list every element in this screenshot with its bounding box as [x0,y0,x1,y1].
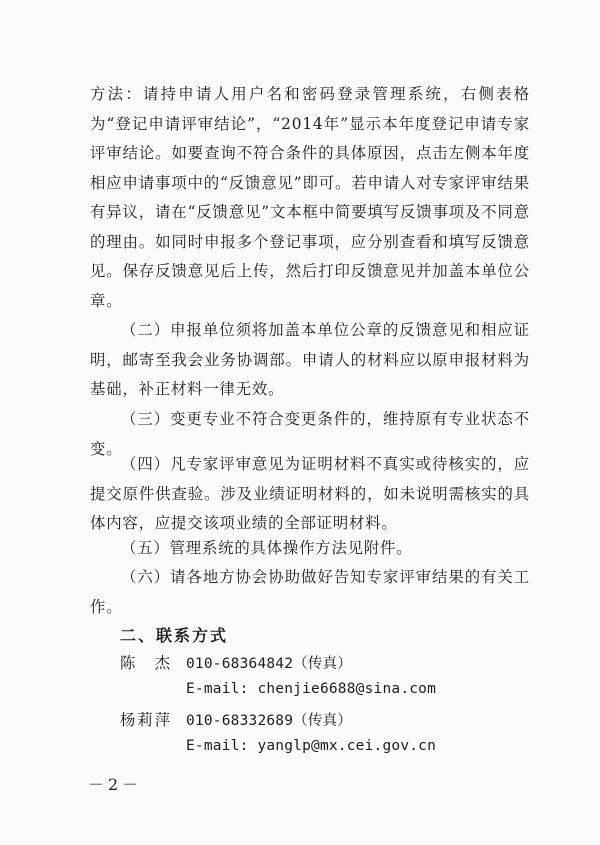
page-number: －2－ [88,775,143,794]
contact-email-1: E-mail: chenjie6688@sina.com [186,681,437,697]
contact-name-1: 陈 杰 [120,654,173,672]
contact-email-2: E-mail: yanglp@mx.cei.gov.cn [186,738,437,754]
paragraph-item-2: （二）申报单位须将加盖本单位公章的反馈意见和相应证明，邮寄至我会业务协调部。申请人的材料应以原申报材料为基础，补正材料一律无效。 [90,321,530,398]
paragraph-method: 方法：请持申请人用户名和密码登录管理系统，右侧表格为“登记申请评审结论”，“2014年”显示本年度登记申请专家评审结论。如要查询不符合条件的具体原因，点击左侧本年度相应申请事项中的“反馈意见”即可。若申请人对专家评审结果有异议，请在“反馈意见”文本框中简要填写反馈事项及不同意的理由。如同时申报多个登记事项，应分别查看和填写反馈意见。保存反馈意见后上传，然后打印反馈意见并加盖本单位公章。 [90,85,530,310]
paragraph-item-6: （六）请各地方协会协助做好告知专家评审结果的有关工作。 [90,568,530,616]
paragraph-item-4: （四）凡专家评审意见为证明材料不真实或待核实的，应提交原件供查验。涉及业绩证明材料的，如未说明需核实的具体内容，应提交该项业绩的全部证明材料。 [90,455,530,532]
contact-phone-2: 010-68332689（传真） [186,713,352,729]
paragraph-item-5: （五）管理系统的具体操作方法见附件。 [121,539,413,557]
paragraph-item-3: （三）变更专业不符合变更条件的，维持原有专业状态不变。 [90,410,530,458]
contact-name-2: 杨莉萍 [120,711,173,729]
contact-phone-1: 010-68364842（传真） [186,656,352,672]
section-heading-contact: 二、联系方式 [120,626,229,645]
